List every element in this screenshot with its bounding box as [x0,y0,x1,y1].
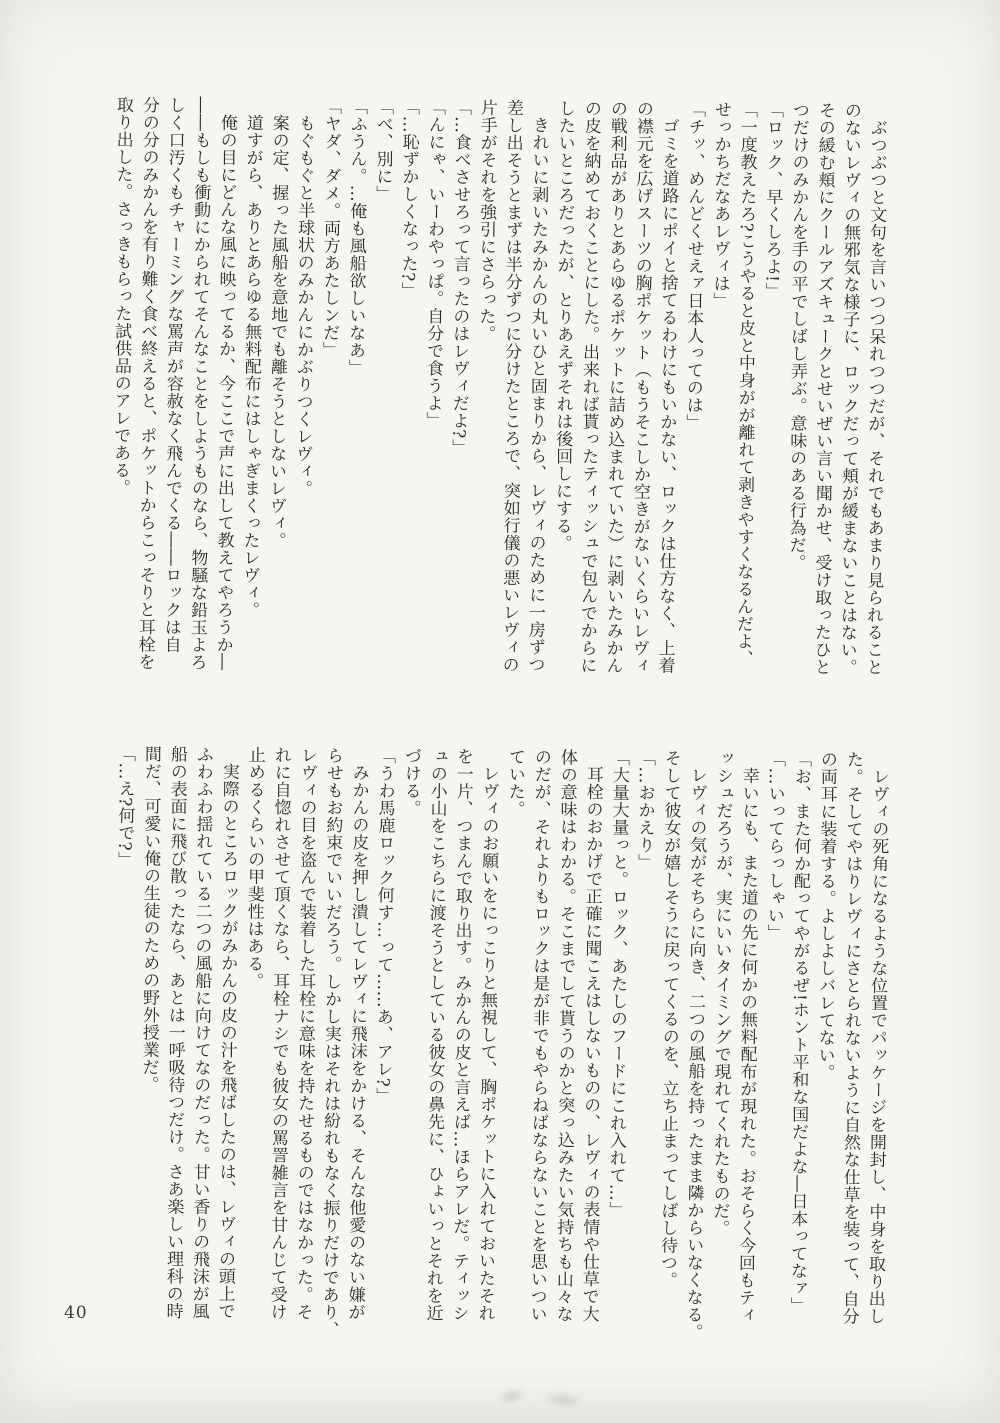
scan-smudge [540,1389,586,1412]
text-line: 「べ、別に」 [372,97,394,203]
page-number: 40 [64,1303,88,1323]
text-line: 「んにゃ、いーわやっぱ。自分で食うよ」 [422,98,446,430]
text-line: 「チッ、めんどくせえァ日本人ってのは」 [682,100,706,432]
text-line: レヴィの気がそちらに向き、二つの風船を持ったまま隣からいなくなる。 [682,766,707,1341]
text-line: レヴィの死角になるような位置でパッケージを開封し、中身を取り出し [864,767,889,1325]
text-line: 「…おかえり」 [634,748,656,871]
text-line: 分の分のみかんを有り難く食べ終えると、ポケットからこっそりと耳栓を [134,96,160,671]
text-line: 「お、また何か配ってやがるぜ!ホント平和な国だよな―日本ってなァ」 [786,750,812,1315]
text-line: の皮を納めておくことにした。出来れば貰ったティッシュで包んでからに [576,99,602,674]
text-line: 片手がそれを強引にさらった。 [475,98,498,343]
text-line: もぐもぐと半球状のみかんにかぶりつくレヴィ。 [291,114,315,498]
text-line: 「ふうん。…俺も風船欲しいなあ」 [344,97,368,377]
text-line: 俺の目にどんな風に映ってるか、今ここで声に出して教えてやろうか― [212,113,237,671]
text-line: ていた。 [504,747,526,818]
text-line: 間だ、可愛い俺の生徒のための野外授業だ。 [138,745,162,1094]
text-line: の戦利品がありとあらゆるポケットに詰め込まれていた）に剥いたみかん [602,99,628,675]
text-line: 「うわ馬鹿ロック何す…って……あ、アレ?」 [372,746,396,1105]
text-line: れに自惚れさせて頂くなら、耳栓ナシでも彼女の罵詈雑言を甘んじて受け [266,746,292,1321]
text-line: 「…いってらっしゃい」 [763,750,786,942]
text-line: せっかちだなあレヴィは」 [709,100,732,310]
text-line: レヴィの目を盗んで装着した耳栓に意味を持たせるものではなかった。そ [292,746,318,1321]
text-line: 「…食べさせろって言ったのはレヴィだよ?」 [448,98,472,457]
text-line: 止めるくらいの甲斐性はある。 [243,745,266,990]
text-line: 耳栓のおかげで正確に聞こえはしないものの、レヴィの表情や仕草で大 [578,765,603,1323]
text-line: 「ヤダ、ダメ。両方あたしンだ」 [318,97,342,359]
text-line: 取り出した。さっきもらった試供品のアレである。 [109,95,134,497]
text-line: 道すがら、ありとあらゆる無料配布にはしゃぎまくったレヴィ。 [238,113,263,619]
text-line: 「…恥ずかしくなった?」 [397,98,420,300]
text-line: の両耳に装着する。よしよしバレてない。 [814,750,838,1082]
text-line: 「一度教えたろ?こうやると皮と中身がが離れて剥きやすくなるんだよ、 [732,100,758,668]
text-line: ゴミを道路にポイと捨てるわけにもいかない、ロックは仕方なく、上着 [654,117,679,675]
text-line: みかんの皮を押し潰してレヴィに飛沫をかける、そんな他愛のない嫌が [344,763,369,1321]
text-line: ――もしも衝動にかられてそんなことをしようものなら、物騒な鉛玉よろ [186,96,212,671]
text-line: 「大量大量っと。ロック、あたしのフードにこれ入れて…」 [605,748,630,1219]
text-line: 船の表面に飛び散ったなら、あとは一呼吸待つだけ。さあ楽しい理科の時 [162,745,188,1320]
text-line: づける。 [400,747,422,817]
text-line: のだが、それよりもロックは是が非でもやらねばならないことを思いつい [526,748,552,1323]
text-line: ぶつぶつと文句を言いつつ呆れつつだが、それでもあまり見られること [862,118,887,676]
text-line: を一片、つまんで取り出す。みかんの皮と言えば…ほらアレだ。ティッシ [448,747,474,1322]
text-line: きれいに剥いたみかんの丸いひと固まりから、レヴィのために一房ずつ [524,116,549,674]
text-line: その緩む頬にクールアズキュークとせいぜい言い聞かせ、受け取ったひと [810,101,836,676]
text-line: しく口汚くもチャーミングな罵声が容赦なく飛んでくる――ロックは自 [160,96,186,654]
text-line: レヴィのお願いをにっこりと無視して、胸ポケットに入れておいたそれ [474,764,499,1322]
top-text-block [105,96,890,702]
text-line: た。そしてやはりレヴィにさとられないように自然な仕草を装って、自分 [838,750,864,1325]
text-line: したいところだったが、とりあえずそれは後回しにする。 [551,99,576,552]
text-line: の襟元を広げスーツの胸ポケット（もうそこしか空きがないくらいレヴィ [628,99,654,675]
text-line: ュの小山をこちらに渡そうとしている彼女の鼻先に、ひょいっとそれを近 [422,747,448,1322]
text-line: らせもお約束でいいだろう。しかし実はそれは紛れもなく振りだけであり、 [318,746,344,1339]
text-line: ッシュだろうが、実にいいタイミングで現れてくれたものだ。 [709,749,734,1237]
text-line: ふわふわ揺れている二つの風船に向けてなのだった。甘い香りの飛沫が風 [188,745,214,1320]
text-line: 差し出そうとまずは半分ずつに分けたところで、突如行儀の悪いレヴィの [498,98,524,674]
text-line: 実際のところロックがみかんの皮の汁を飛ばしたのは、レヴィの頭上で [214,762,239,1320]
text-line: 幸いにも、また道の先に何かの無料配布が現れた。おそらく今回もティ [734,766,759,1324]
text-line: 「…え?何で?」 [114,744,136,869]
text-line: のないレヴィの無邪気な様子に、ロックだって頬が緩まないことはない。 [836,101,862,676]
text-line: 「ロック、早くしろよ!」 [761,101,784,300]
text-line: 体の意味はわかる。そこまでして貰うのかと突っ込みたい気持ちも山々な [552,748,578,1323]
scan-smudge [497,1385,528,1406]
text-line: 案の定、握った風船を意地でも離そうとしないレヴィ。 [265,114,289,550]
text-line: つだけのみかんを手の平でしばし弄ぶ。意味のある行為だ。 [785,101,810,572]
text-line: そして彼女が嬉しそうに戻ってくるのを、立ち止まってしばし待つ。 [656,749,682,1289]
bottom-text-block [107,745,892,1351]
